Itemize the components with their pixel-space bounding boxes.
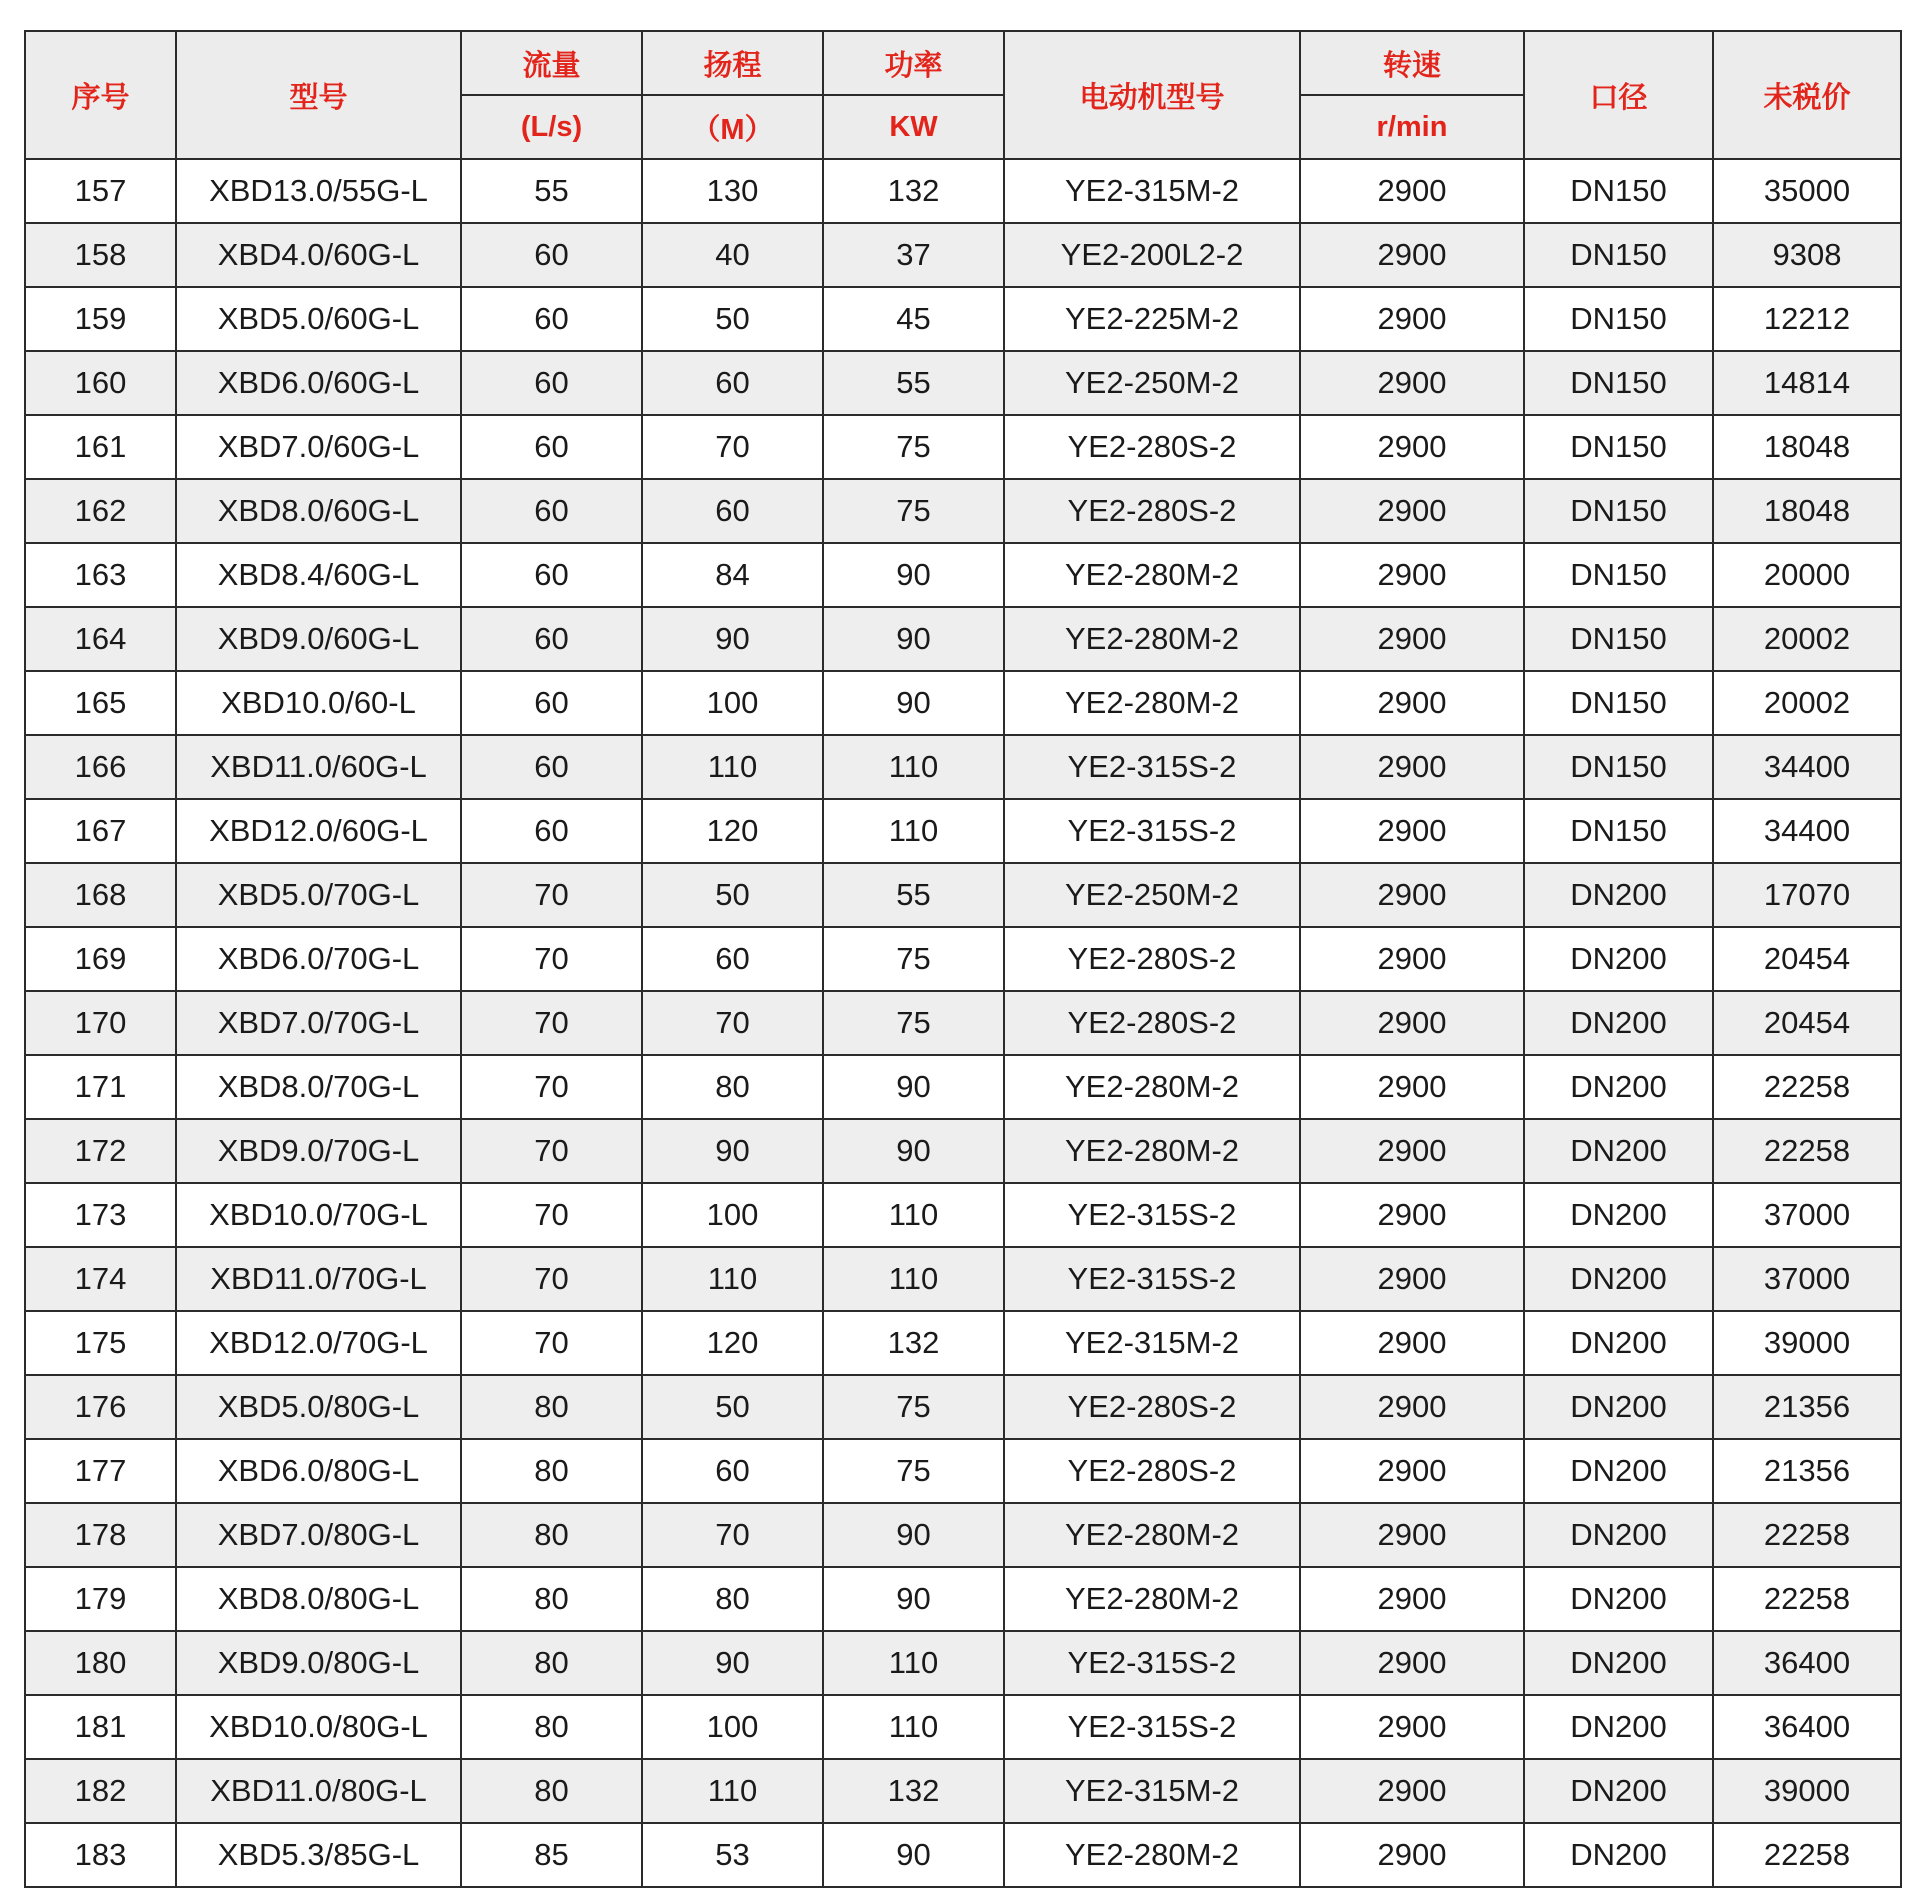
cell-caliber: DN200	[1524, 1247, 1713, 1311]
header-head-unit: （M）	[642, 95, 823, 159]
cell-head: 50	[642, 863, 823, 927]
cell-caliber: DN150	[1524, 159, 1713, 223]
header-motor: 电动机型号	[1004, 31, 1300, 159]
cell-caliber: DN200	[1524, 1119, 1713, 1183]
cell-power: 90	[823, 671, 1004, 735]
cell-caliber: DN200	[1524, 1567, 1713, 1631]
cell-head: 70	[642, 415, 823, 479]
cell-model: XBD10.0/60-L	[176, 671, 461, 735]
cell-speed: 2900	[1300, 991, 1524, 1055]
header-head: 扬程	[642, 31, 823, 95]
cell-head: 50	[642, 287, 823, 351]
cell-caliber: DN200	[1524, 1759, 1713, 1823]
table-row	[25, 1183, 1901, 1247]
cell-caliber: DN200	[1524, 1311, 1713, 1375]
cell-model: XBD9.0/70G-L	[176, 1119, 461, 1183]
cell-caliber: DN150	[1524, 287, 1713, 351]
cell-head: 80	[642, 1567, 823, 1631]
cell-power: 110	[823, 735, 1004, 799]
table-body	[25, 159, 1901, 1887]
cell-power: 110	[823, 1631, 1004, 1695]
cell-flow: 70	[461, 927, 642, 991]
cell-motor: YE2-250M-2	[1004, 351, 1300, 415]
cell-motor: YE2-280M-2	[1004, 1823, 1300, 1887]
cell-power: 75	[823, 927, 1004, 991]
cell-price: 20454	[1713, 927, 1901, 991]
cell-flow: 85	[461, 1823, 642, 1887]
cell-caliber: DN200	[1524, 1055, 1713, 1119]
cell-speed: 2900	[1300, 863, 1524, 927]
cell-motor: YE2-280S-2	[1004, 415, 1300, 479]
cell-motor: YE2-315S-2	[1004, 799, 1300, 863]
cell-model: XBD10.0/80G-L	[176, 1695, 461, 1759]
cell-seq: 178	[25, 1503, 176, 1567]
cell-head: 100	[642, 671, 823, 735]
cell-seq: 177	[25, 1439, 176, 1503]
cell-power: 132	[823, 159, 1004, 223]
cell-price: 37000	[1713, 1247, 1901, 1311]
cell-flow: 60	[461, 287, 642, 351]
cell-flow: 80	[461, 1695, 642, 1759]
cell-power: 132	[823, 1759, 1004, 1823]
cell-speed: 2900	[1300, 1567, 1524, 1631]
cell-speed: 2900	[1300, 223, 1524, 287]
cell-caliber: DN200	[1524, 991, 1713, 1055]
cell-speed: 2900	[1300, 1183, 1524, 1247]
cell-power: 90	[823, 1503, 1004, 1567]
cell-price: 22258	[1713, 1503, 1901, 1567]
table-row	[25, 1311, 1901, 1375]
cell-speed: 2900	[1300, 607, 1524, 671]
table-row	[25, 1055, 1901, 1119]
cell-speed: 2900	[1300, 1055, 1524, 1119]
cell-flow: 70	[461, 1055, 642, 1119]
cell-speed: 2900	[1300, 1503, 1524, 1567]
cell-flow: 80	[461, 1375, 642, 1439]
cell-power: 132	[823, 1311, 1004, 1375]
cell-head: 40	[642, 223, 823, 287]
cell-speed: 2900	[1300, 1247, 1524, 1311]
cell-speed: 2900	[1300, 1311, 1524, 1375]
cell-seq: 182	[25, 1759, 176, 1823]
cell-flow: 60	[461, 671, 642, 735]
table-row	[25, 671, 1901, 735]
cell-model: XBD4.0/60G-L	[176, 223, 461, 287]
cell-speed: 2900	[1300, 1375, 1524, 1439]
cell-motor: YE2-315M-2	[1004, 159, 1300, 223]
cell-flow: 80	[461, 1631, 642, 1695]
cell-flow: 70	[461, 991, 642, 1055]
cell-price: 21356	[1713, 1439, 1901, 1503]
cell-flow: 80	[461, 1439, 642, 1503]
cell-model: XBD8.0/80G-L	[176, 1567, 461, 1631]
cell-caliber: DN200	[1524, 927, 1713, 991]
header-price: 未税价	[1713, 31, 1901, 159]
cell-seq: 161	[25, 415, 176, 479]
cell-motor: YE2-280S-2	[1004, 991, 1300, 1055]
cell-power: 75	[823, 1439, 1004, 1503]
cell-power: 110	[823, 1695, 1004, 1759]
header-power-unit: KW	[823, 95, 1004, 159]
cell-flow: 55	[461, 159, 642, 223]
cell-caliber: DN200	[1524, 1695, 1713, 1759]
cell-head: 60	[642, 927, 823, 991]
cell-seq: 173	[25, 1183, 176, 1247]
cell-price: 20454	[1713, 991, 1901, 1055]
cell-motor: YE2-315S-2	[1004, 735, 1300, 799]
cell-head: 70	[642, 1503, 823, 1567]
cell-speed: 2900	[1300, 1119, 1524, 1183]
cell-head: 53	[642, 1823, 823, 1887]
cell-seq: 171	[25, 1055, 176, 1119]
cell-caliber: DN200	[1524, 1503, 1713, 1567]
cell-flow: 60	[461, 351, 642, 415]
cell-price: 14814	[1713, 351, 1901, 415]
cell-model: XBD9.0/80G-L	[176, 1631, 461, 1695]
cell-speed: 2900	[1300, 1759, 1524, 1823]
table-header	[25, 31, 1901, 159]
cell-price: 22258	[1713, 1823, 1901, 1887]
cell-speed: 2900	[1300, 1695, 1524, 1759]
cell-price: 20002	[1713, 607, 1901, 671]
table-row	[25, 159, 1901, 223]
cell-motor: YE2-280M-2	[1004, 671, 1300, 735]
cell-flow: 70	[461, 1311, 642, 1375]
cell-caliber: DN150	[1524, 671, 1713, 735]
cell-caliber: DN200	[1524, 1823, 1713, 1887]
cell-flow: 70	[461, 863, 642, 927]
table-row	[25, 735, 1901, 799]
table-row	[25, 479, 1901, 543]
cell-head: 110	[642, 1759, 823, 1823]
cell-price: 39000	[1713, 1759, 1901, 1823]
cell-flow: 80	[461, 1759, 642, 1823]
cell-caliber: DN200	[1524, 1631, 1713, 1695]
cell-speed: 2900	[1300, 287, 1524, 351]
cell-seq: 180	[25, 1631, 176, 1695]
cell-seq: 174	[25, 1247, 176, 1311]
cell-model: XBD11.0/60G-L	[176, 735, 461, 799]
cell-price: 37000	[1713, 1183, 1901, 1247]
cell-flow: 70	[461, 1183, 642, 1247]
cell-caliber: DN150	[1524, 607, 1713, 671]
cell-power: 75	[823, 415, 1004, 479]
cell-head: 110	[642, 1247, 823, 1311]
cell-speed: 2900	[1300, 927, 1524, 991]
cell-model: XBD8.0/60G-L	[176, 479, 461, 543]
cell-seq: 158	[25, 223, 176, 287]
cell-seq: 169	[25, 927, 176, 991]
cell-flow: 60	[461, 607, 642, 671]
cell-power: 110	[823, 799, 1004, 863]
cell-model: XBD5.0/60G-L	[176, 287, 461, 351]
cell-speed: 2900	[1300, 543, 1524, 607]
cell-power: 110	[823, 1247, 1004, 1311]
cell-head: 130	[642, 159, 823, 223]
cell-caliber: DN200	[1524, 1183, 1713, 1247]
cell-motor: YE2-315S-2	[1004, 1631, 1300, 1695]
table-row	[25, 1631, 1901, 1695]
cell-head: 60	[642, 479, 823, 543]
cell-motor: YE2-280M-2	[1004, 1503, 1300, 1567]
cell-motor: YE2-280M-2	[1004, 1567, 1300, 1631]
cell-motor: YE2-200L2-2	[1004, 223, 1300, 287]
cell-model: XBD5.3/85G-L	[176, 1823, 461, 1887]
table-row	[25, 927, 1901, 991]
cell-power: 90	[823, 1823, 1004, 1887]
cell-power: 90	[823, 1119, 1004, 1183]
cell-price: 34400	[1713, 799, 1901, 863]
cell-price: 35000	[1713, 159, 1901, 223]
cell-seq: 164	[25, 607, 176, 671]
cell-flow: 70	[461, 1119, 642, 1183]
cell-flow: 60	[461, 735, 642, 799]
cell-seq: 159	[25, 287, 176, 351]
cell-power: 90	[823, 1567, 1004, 1631]
cell-seq: 166	[25, 735, 176, 799]
table-row	[25, 1823, 1901, 1887]
cell-motor: YE2-315S-2	[1004, 1183, 1300, 1247]
cell-caliber: DN150	[1524, 479, 1713, 543]
cell-model: XBD6.0/60G-L	[176, 351, 461, 415]
cell-power: 45	[823, 287, 1004, 351]
cell-seq: 176	[25, 1375, 176, 1439]
cell-motor: YE2-280M-2	[1004, 1119, 1300, 1183]
cell-price: 36400	[1713, 1695, 1901, 1759]
cell-speed: 2900	[1300, 351, 1524, 415]
cell-seq: 160	[25, 351, 176, 415]
table-row	[25, 1759, 1901, 1823]
cell-flow: 80	[461, 1567, 642, 1631]
header-row-top	[25, 31, 1901, 95]
cell-model: XBD6.0/80G-L	[176, 1439, 461, 1503]
cell-flow: 60	[461, 415, 642, 479]
cell-motor: YE2-280S-2	[1004, 1439, 1300, 1503]
cell-motor: YE2-315S-2	[1004, 1695, 1300, 1759]
cell-price: 18048	[1713, 479, 1901, 543]
cell-caliber: DN200	[1524, 863, 1713, 927]
cell-model: XBD13.0/55G-L	[176, 159, 461, 223]
cell-head: 100	[642, 1695, 823, 1759]
cell-model: XBD6.0/70G-L	[176, 927, 461, 991]
table-row	[25, 1375, 1901, 1439]
cell-caliber: DN150	[1524, 799, 1713, 863]
cell-seq: 170	[25, 991, 176, 1055]
cell-power: 90	[823, 607, 1004, 671]
cell-model: XBD11.0/70G-L	[176, 1247, 461, 1311]
cell-power: 75	[823, 479, 1004, 543]
cell-price: 39000	[1713, 1311, 1901, 1375]
header-power: 功率	[823, 31, 1004, 95]
cell-speed: 2900	[1300, 159, 1524, 223]
cell-seq: 165	[25, 671, 176, 735]
cell-motor: YE2-250M-2	[1004, 863, 1300, 927]
table-row	[25, 543, 1901, 607]
cell-speed: 2900	[1300, 1823, 1524, 1887]
pump-price-table	[24, 30, 1902, 1888]
cell-caliber: DN200	[1524, 1375, 1713, 1439]
cell-speed: 2900	[1300, 799, 1524, 863]
header-flow-unit: (L/s)	[461, 95, 642, 159]
cell-model: XBD8.0/70G-L	[176, 1055, 461, 1119]
table-row	[25, 1439, 1901, 1503]
cell-flow: 80	[461, 1503, 642, 1567]
cell-head: 50	[642, 1375, 823, 1439]
cell-price: 22258	[1713, 1119, 1901, 1183]
cell-model: XBD9.0/60G-L	[176, 607, 461, 671]
cell-seq: 162	[25, 479, 176, 543]
cell-power: 55	[823, 863, 1004, 927]
cell-price: 18048	[1713, 415, 1901, 479]
cell-price: 22258	[1713, 1055, 1901, 1119]
cell-power: 90	[823, 543, 1004, 607]
cell-model: XBD7.0/60G-L	[176, 415, 461, 479]
cell-power: 90	[823, 1055, 1004, 1119]
table-row	[25, 607, 1901, 671]
cell-seq: 175	[25, 1311, 176, 1375]
cell-seq: 172	[25, 1119, 176, 1183]
table-row	[25, 1567, 1901, 1631]
cell-model: XBD11.0/80G-L	[176, 1759, 461, 1823]
table-row	[25, 1695, 1901, 1759]
table-row	[25, 991, 1901, 1055]
cell-model: XBD12.0/60G-L	[176, 799, 461, 863]
cell-price: 34400	[1713, 735, 1901, 799]
header-speed-unit: r/min	[1300, 95, 1524, 159]
header-caliber: 口径	[1524, 31, 1713, 159]
cell-price: 36400	[1713, 1631, 1901, 1695]
cell-motor: YE2-315M-2	[1004, 1311, 1300, 1375]
cell-model: XBD8.4/60G-L	[176, 543, 461, 607]
cell-model: XBD10.0/70G-L	[176, 1183, 461, 1247]
cell-head: 120	[642, 1311, 823, 1375]
cell-head: 84	[642, 543, 823, 607]
header-speed: 转速	[1300, 31, 1524, 95]
cell-seq: 181	[25, 1695, 176, 1759]
cell-head: 100	[642, 1183, 823, 1247]
cell-caliber: DN150	[1524, 415, 1713, 479]
cell-head: 120	[642, 799, 823, 863]
cell-price: 22258	[1713, 1567, 1901, 1631]
cell-speed: 2900	[1300, 479, 1524, 543]
header-model: 型号	[176, 31, 461, 159]
cell-flow: 60	[461, 799, 642, 863]
cell-seq: 168	[25, 863, 176, 927]
cell-head: 90	[642, 1119, 823, 1183]
cell-seq: 167	[25, 799, 176, 863]
cell-motor: YE2-315S-2	[1004, 1247, 1300, 1311]
cell-head: 80	[642, 1055, 823, 1119]
table-row	[25, 863, 1901, 927]
cell-caliber: DN150	[1524, 543, 1713, 607]
cell-price: 20002	[1713, 671, 1901, 735]
cell-speed: 2900	[1300, 1439, 1524, 1503]
cell-motor: YE2-280M-2	[1004, 543, 1300, 607]
cell-seq: 163	[25, 543, 176, 607]
cell-seq: 157	[25, 159, 176, 223]
cell-price: 17070	[1713, 863, 1901, 927]
table-row	[25, 799, 1901, 863]
cell-price: 20000	[1713, 543, 1901, 607]
cell-motor: YE2-280S-2	[1004, 479, 1300, 543]
cell-power: 55	[823, 351, 1004, 415]
cell-price: 9308	[1713, 223, 1901, 287]
cell-power: 75	[823, 1375, 1004, 1439]
cell-model: XBD7.0/70G-L	[176, 991, 461, 1055]
cell-model: XBD12.0/70G-L	[176, 1311, 461, 1375]
cell-motor: YE2-280M-2	[1004, 607, 1300, 671]
cell-motor: YE2-225M-2	[1004, 287, 1300, 351]
cell-motor: YE2-280S-2	[1004, 1375, 1300, 1439]
cell-speed: 2900	[1300, 671, 1524, 735]
cell-caliber: DN150	[1524, 223, 1713, 287]
table-row	[25, 1247, 1901, 1311]
cell-seq: 179	[25, 1567, 176, 1631]
cell-model: XBD7.0/80G-L	[176, 1503, 461, 1567]
cell-price: 12212	[1713, 287, 1901, 351]
cell-speed: 2900	[1300, 1631, 1524, 1695]
cell-model: XBD5.0/80G-L	[176, 1375, 461, 1439]
cell-speed: 2900	[1300, 735, 1524, 799]
table-row	[25, 415, 1901, 479]
cell-head: 110	[642, 735, 823, 799]
cell-motor: YE2-315M-2	[1004, 1759, 1300, 1823]
cell-head: 70	[642, 991, 823, 1055]
cell-power: 110	[823, 1183, 1004, 1247]
cell-head: 90	[642, 607, 823, 671]
table-row	[25, 223, 1901, 287]
header-flow: 流量	[461, 31, 642, 95]
cell-price: 21356	[1713, 1375, 1901, 1439]
cell-caliber: DN200	[1524, 1439, 1713, 1503]
cell-power: 75	[823, 991, 1004, 1055]
cell-motor: YE2-280S-2	[1004, 927, 1300, 991]
table-row	[25, 1119, 1901, 1183]
cell-head: 60	[642, 1439, 823, 1503]
cell-power: 37	[823, 223, 1004, 287]
table-row	[25, 1503, 1901, 1567]
cell-motor: YE2-280M-2	[1004, 1055, 1300, 1119]
cell-caliber: DN150	[1524, 351, 1713, 415]
cell-flow: 70	[461, 1247, 642, 1311]
cell-flow: 60	[461, 479, 642, 543]
cell-head: 60	[642, 351, 823, 415]
cell-model: XBD5.0/70G-L	[176, 863, 461, 927]
cell-seq: 183	[25, 1823, 176, 1887]
cell-speed: 2900	[1300, 415, 1524, 479]
table-row	[25, 351, 1901, 415]
cell-flow: 60	[461, 223, 642, 287]
header-seq: 序号	[25, 31, 176, 159]
cell-head: 90	[642, 1631, 823, 1695]
table-row	[25, 287, 1901, 351]
cell-caliber: DN150	[1524, 735, 1713, 799]
cell-flow: 60	[461, 543, 642, 607]
